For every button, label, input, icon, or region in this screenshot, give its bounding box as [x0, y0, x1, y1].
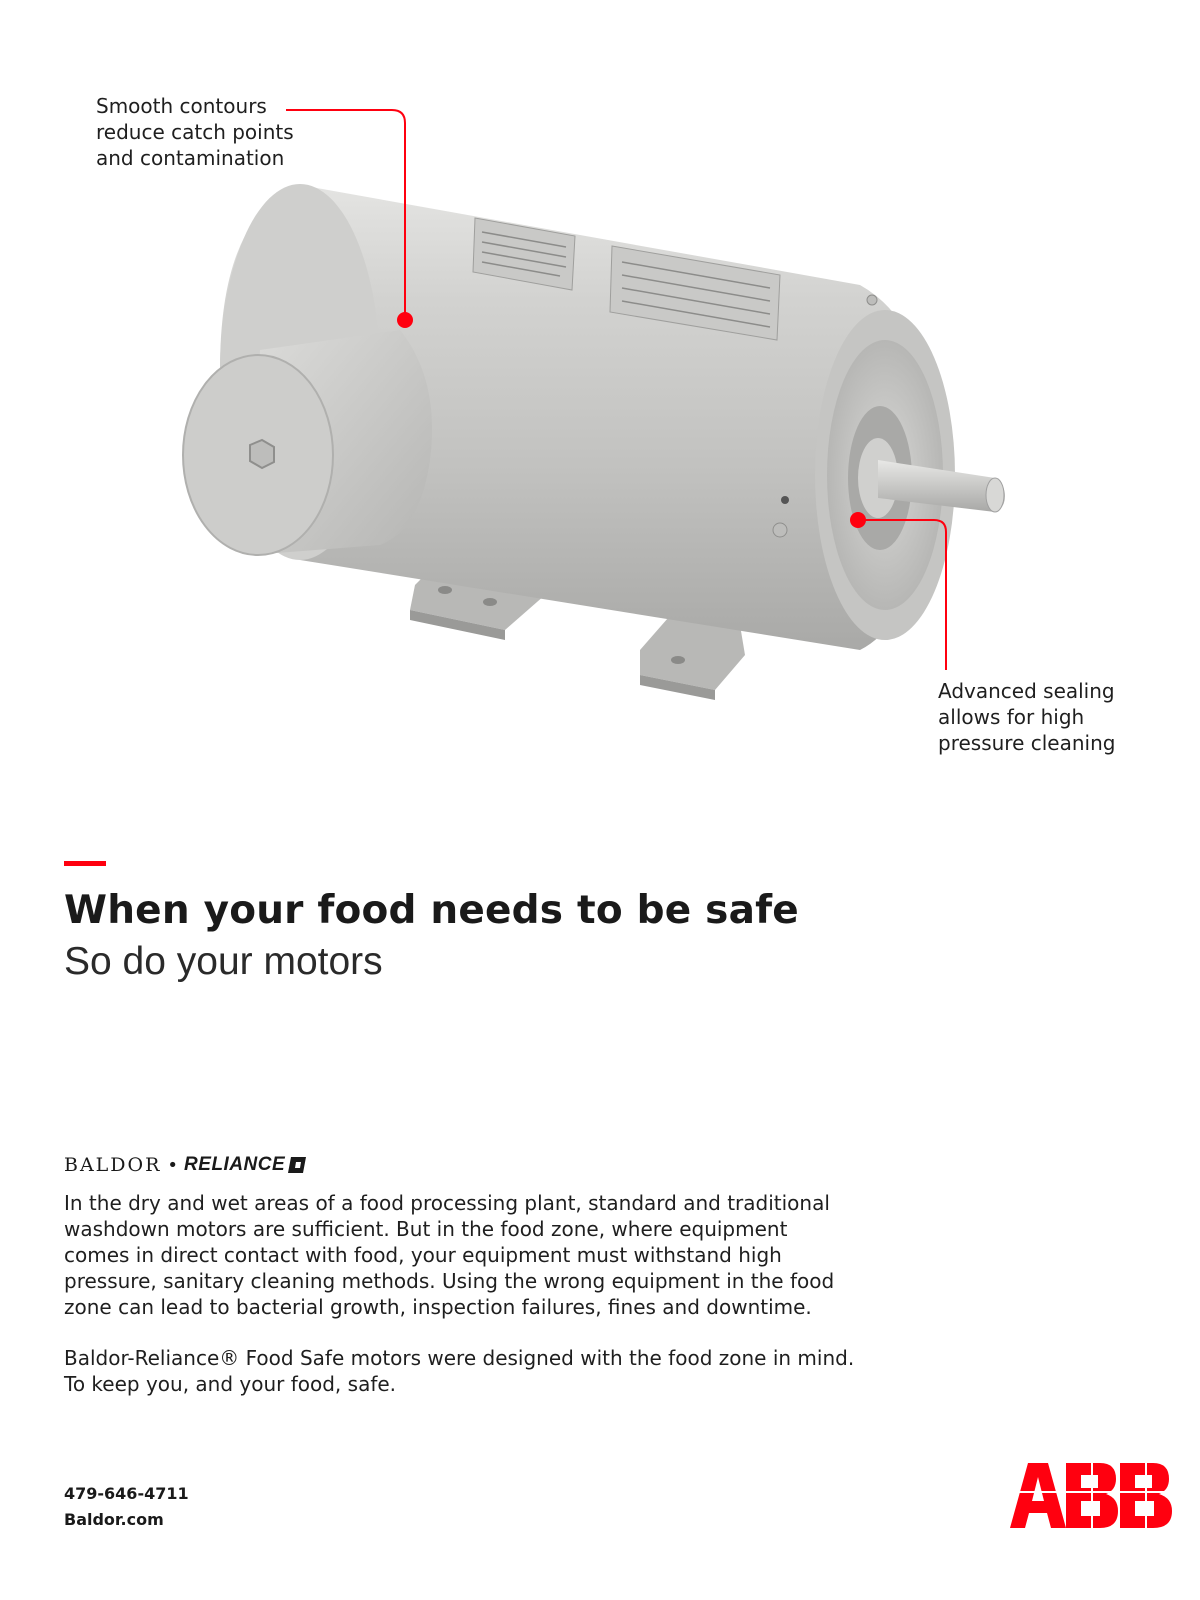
website-link[interactable]: Baldor.com: [64, 1510, 164, 1529]
callout-advanced-sealing: Advanced sealing allows for high pressure cleaning: [938, 679, 1116, 755]
subheadline: So do your motors: [64, 940, 383, 983]
brand-baldor: BALDOR: [64, 1154, 162, 1176]
abb-logo-text: ABB: [1010, 1463, 1013, 1464]
callout-smooth-contours: Smooth contours reduce catch points and contamination: [96, 94, 294, 170]
accent-bar: [64, 861, 106, 866]
headline: When your food needs to be safe: [64, 888, 799, 933]
brand-reliance: RELIANCE: [184, 1154, 286, 1175]
abb-logo: [1010, 1463, 1175, 1528]
phone-number: 479-646-4711: [64, 1484, 189, 1503]
body-paragraph-1: In the dry and wet areas of a food processing plant, standard and traditional washdown motors are sufficient. But in the food zone, where equipment comes in direct contact with food, your equipment must withstand high pressure, sanitary cleaning methods. Using the wrong equipment in the food zone can lead to bacterial growth, inspection failures, fines and downtime.: [64, 1191, 835, 1319]
body-paragraph-2: Baldor-Reliance® Food Safe motors were designed with the food zone in mind. To keep you, and your food, safe.: [64, 1346, 855, 1396]
reliance-mark-icon: [288, 1157, 306, 1173]
brand-separator: •: [167, 1154, 179, 1176]
callout-dot-top: [397, 312, 413, 328]
baldor-reliance-logo: [64, 1154, 306, 1176]
callout-dot-bottom: [850, 512, 866, 528]
